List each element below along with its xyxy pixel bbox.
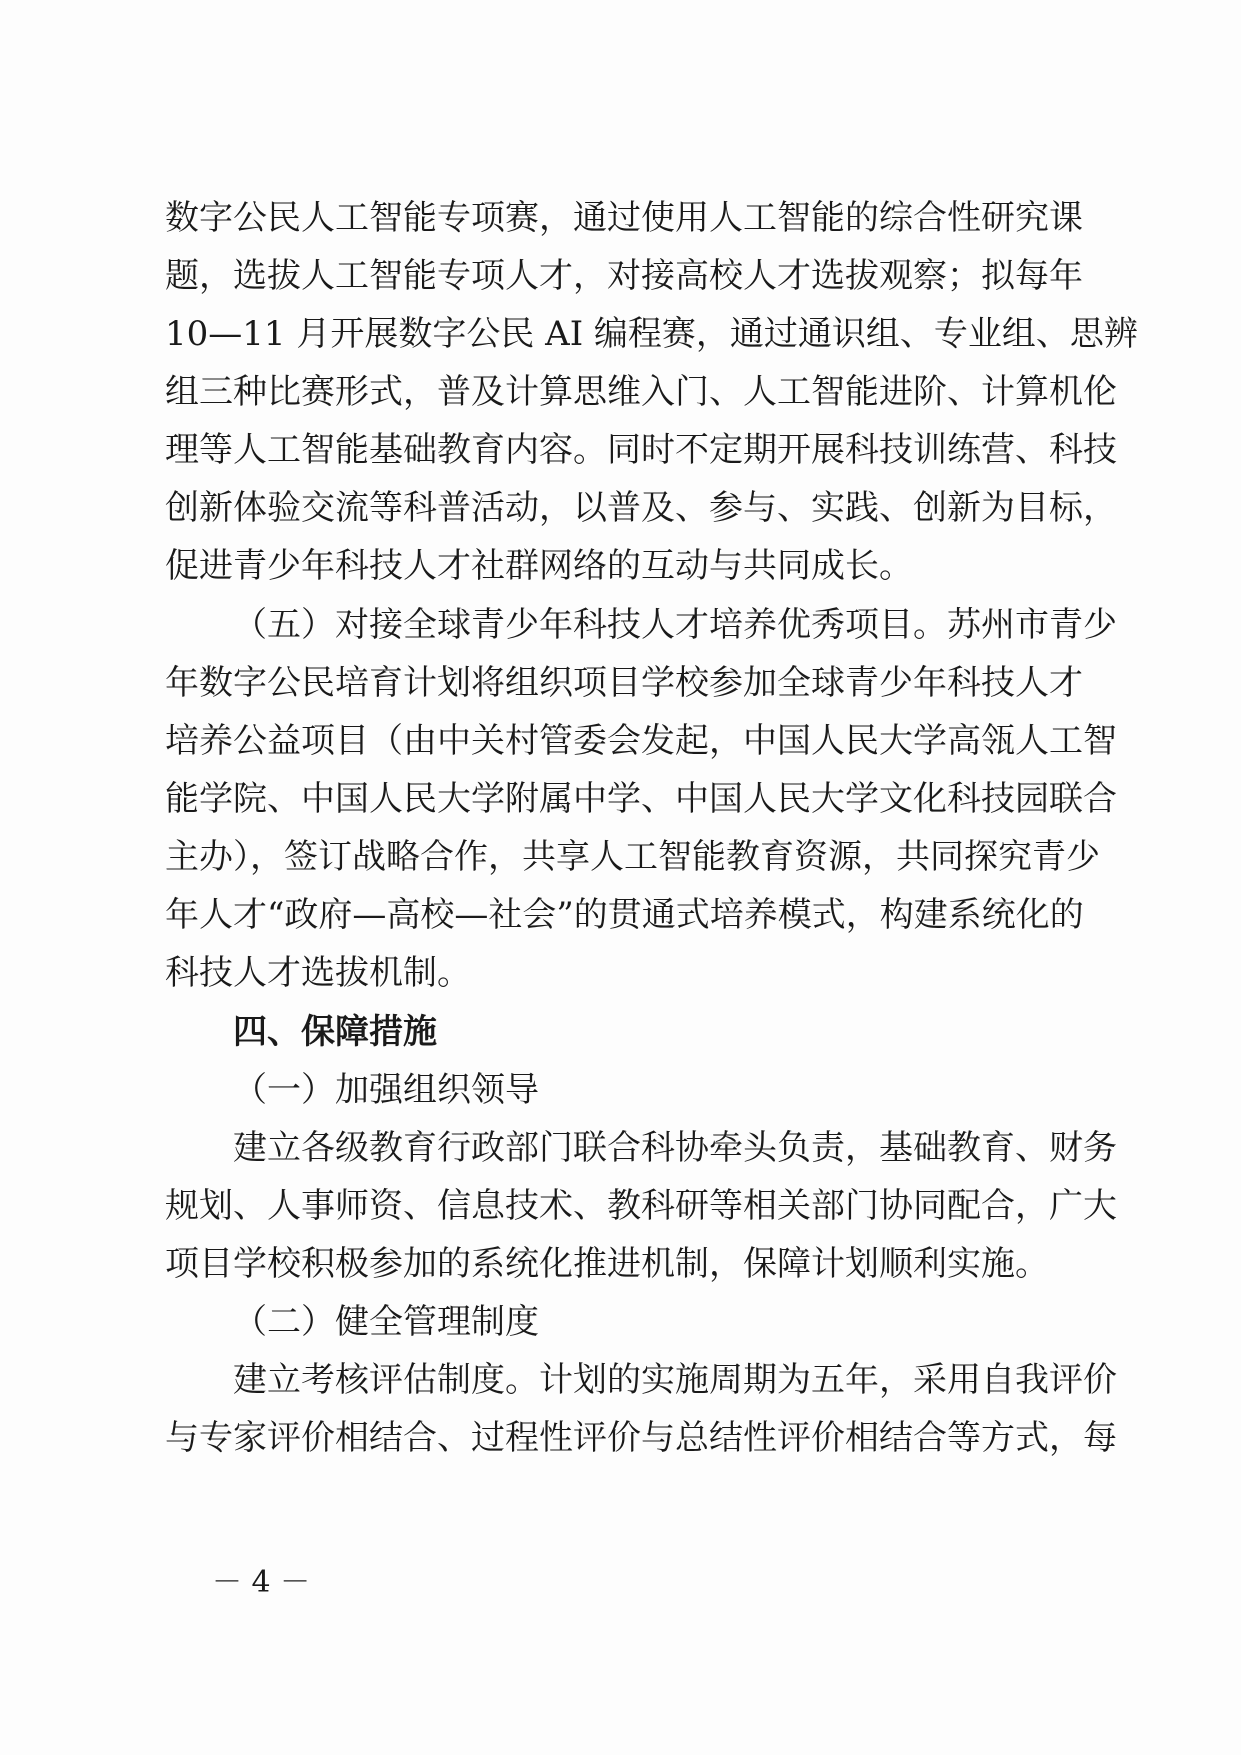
paragraph-line: 年人才“政府—高校—社会”的贯通式培养模式，构建系统化的 — [165, 895, 1084, 935]
paragraph-line: 规划、人事师资、信息技术、教科研等相关部门协同配合，广大 — [165, 1186, 1117, 1226]
paragraph-line: 年数字公民培育计划将组织项目学校参加全球青少年科技人才 — [165, 663, 1083, 703]
subsection-title: （二）健全管理制度 — [233, 1302, 539, 1342]
subsection-title: （一）加强组织领导 — [233, 1070, 539, 1110]
paragraph-line: 建立各级教育行政部门联合科协牵头负责，基础教育、财务 — [233, 1128, 1117, 1168]
paragraph-line: 创新体验交流等科普活动，以普及、参与、实践、创新为目标， — [165, 488, 1117, 528]
paragraph-line: 数字公民人工智能专项赛，通过使用人工智能的综合性研究课 — [165, 198, 1083, 238]
page-number: － 4 － — [212, 1565, 311, 1600]
paragraph-line: 培养公益项目（由中关村管委会发起，中国人民大学高瓴人工智 — [165, 721, 1117, 761]
paragraph-line: 组三种比赛形式，普及计算思维入门、人工智能进阶、计算机伦 — [165, 372, 1117, 412]
paragraph-line: 建立考核评估制度。计划的实施周期为五年，采用自我评价 — [233, 1360, 1117, 1400]
paragraph-line: 主办），签订战略合作，共享人工智能教育资源，共同探究青少 — [165, 837, 1100, 877]
paragraph-line: 题，选拔人工智能专项人才，对接高校人才选拔观察；拟每年 — [165, 256, 1083, 296]
paragraph-line: 与专家评价相结合、过程性评价与总结性评价相结合等方式，每 — [165, 1418, 1117, 1458]
paragraph-line: 10—11 月开展数字公民 AI 编程赛，通过通识组、专业组、思辨 — [165, 314, 1138, 354]
section-heading: 四、保障措施 — [233, 1012, 437, 1052]
paragraph-line: 理等人工智能基础教育内容。同时不定期开展科技训练营、科技 — [165, 430, 1117, 470]
paragraph-line: 能学院、中国人民大学附属中学、中国人民大学文化科技园联合 — [165, 779, 1117, 819]
paragraph-line: 促进青少年科技人才社群网络的互动与共同成长。 — [165, 546, 913, 586]
paragraph-line: 项目学校积极参加的系统化推进机制，保障计划顺利实施。 — [165, 1244, 1049, 1284]
paragraph-line: 科技人才选拔机制。 — [165, 953, 471, 993]
paragraph-line: （五）对接全球青少年科技人才培养优秀项目。苏州市青少 — [233, 605, 1117, 645]
